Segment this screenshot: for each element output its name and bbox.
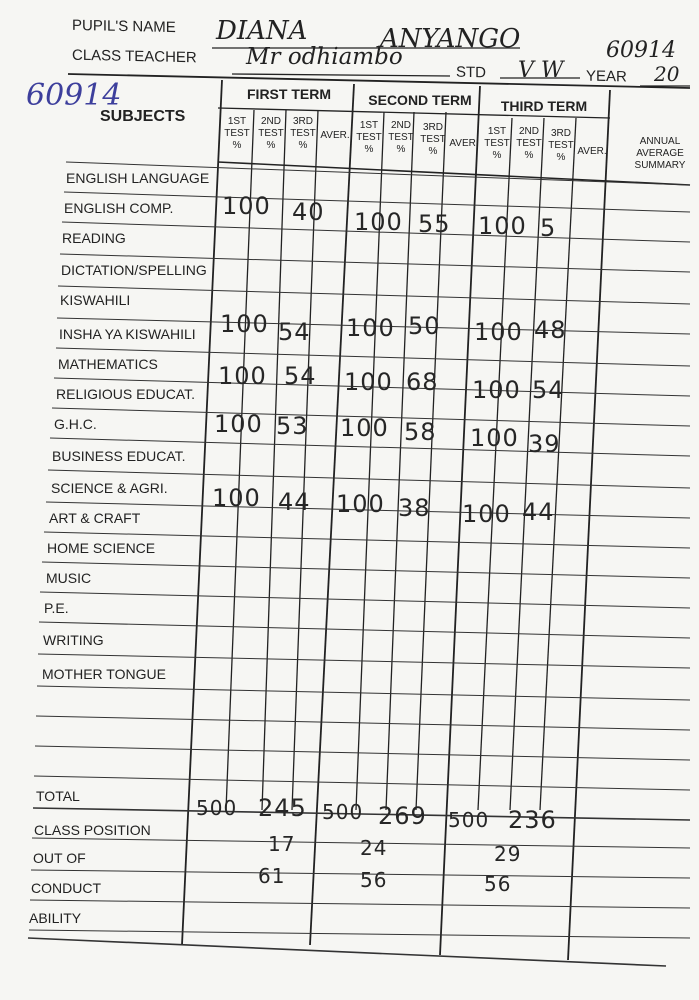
score-maths-t2-test3: 68 bbox=[406, 368, 439, 396]
pupil-last-name: ANYANGO bbox=[380, 24, 521, 54]
score-insha-t3-test2: 48 bbox=[534, 316, 567, 344]
subject-row: KISWAHILI bbox=[60, 292, 131, 308]
subject-row: SCIENCE & AGRI. bbox=[51, 480, 168, 496]
score-english-comp-t1-test3: 40 bbox=[292, 198, 325, 226]
year-value: 20 bbox=[654, 62, 680, 86]
score-religious-t3-test2: 39 bbox=[528, 430, 561, 458]
score-maths-t1-test3: 54 bbox=[284, 362, 317, 390]
score-maths-t2-test1: 100 bbox=[344, 368, 393, 396]
score-insha-t1-test3: 54 bbox=[278, 318, 311, 346]
total-t2-max: 500 bbox=[322, 800, 364, 824]
score-english-comp-t3-test1: 100 bbox=[478, 212, 527, 240]
subject-row: READING bbox=[62, 230, 126, 246]
pupil-name-label: PUPIL'S NAME bbox=[72, 16, 176, 37]
subject-row: MUSIC bbox=[46, 570, 92, 586]
t3-test1-header: 1ST TEST % bbox=[484, 126, 510, 161]
out-of-t3: 56 bbox=[484, 872, 512, 896]
score-maths-t3-test2: 54 bbox=[532, 376, 565, 404]
score-maths-t3-test1: 100 bbox=[472, 376, 521, 404]
subject-row: P.E. bbox=[44, 600, 69, 616]
year-label: YEAR bbox=[586, 67, 627, 86]
out-of-label: OUT OF bbox=[33, 850, 86, 866]
score-religious-t1-test3: 53 bbox=[276, 412, 309, 440]
t1-test1-header: 1ST TEST % bbox=[224, 116, 250, 151]
score-insha-t3-test1: 100 bbox=[474, 318, 523, 346]
score-science-t2-test3: 38 bbox=[398, 494, 431, 522]
score-science-t2-test1: 100 bbox=[336, 490, 385, 518]
subject-row: ART & CRAFT bbox=[49, 510, 141, 526]
score-english-comp-t2-test3: 55 bbox=[418, 210, 451, 238]
t2-test2-header: 2ND TEST % bbox=[388, 120, 414, 155]
score-english-comp-t2-test1: 100 bbox=[354, 208, 403, 236]
subject-row: HOME SCIENCE bbox=[47, 540, 156, 556]
score-maths-t1-test1: 100 bbox=[218, 362, 267, 390]
class-teacher-label: CLASS TEACHER bbox=[72, 46, 197, 67]
t2-aver-header: AVER. bbox=[449, 138, 479, 149]
t1-test2-header: 2ND TEST % bbox=[258, 116, 284, 151]
subject-row: G.H.C. bbox=[54, 416, 97, 432]
out-of-t2: 56 bbox=[360, 868, 388, 892]
third-term-heading: THIRD TERM bbox=[500, 98, 588, 114]
t3-test3-header: 3RD TEST % bbox=[548, 128, 574, 163]
subject-row: ENGLISH COMP. bbox=[64, 200, 174, 216]
out-of-t1: 61 bbox=[258, 864, 286, 888]
first-term-heading: FIRST TERM bbox=[247, 86, 331, 102]
subject-row: MOTHER TONGUE bbox=[42, 666, 166, 682]
total-t1-max: 500 bbox=[196, 796, 238, 820]
subject-row: WRITING bbox=[43, 632, 104, 648]
std-label: STD bbox=[456, 63, 486, 82]
subject-row: MATHEMATICS bbox=[58, 356, 158, 372]
score-religious-t2-test1: 100 bbox=[340, 414, 389, 442]
conduct-label: CONDUCT bbox=[31, 880, 101, 896]
std-value: V W bbox=[518, 58, 564, 83]
score-english-comp-t3-test2: 5 bbox=[540, 214, 557, 242]
subject-row: DICTATION/SPELLING bbox=[61, 262, 207, 278]
t1-test3-header: 3RD TEST % bbox=[290, 116, 316, 151]
subjects-heading: SUBJECTS bbox=[100, 108, 186, 125]
total-t2-score: 269 bbox=[378, 802, 427, 830]
score-insha-t2-test3: 50 bbox=[408, 312, 441, 340]
score-insha-t1-test1: 100 bbox=[220, 310, 269, 338]
t2-test3-header: 3RD TEST % bbox=[420, 122, 446, 157]
subject-row: INSHA YA KISWAHILI bbox=[59, 326, 196, 342]
class-teacher-value: Mr odhiambo bbox=[246, 44, 403, 70]
t1-aver-header: AVER. bbox=[320, 130, 350, 141]
class-position-label: CLASS POSITION bbox=[34, 822, 151, 838]
pupil-first-name: DIANA bbox=[216, 16, 308, 46]
subject-row: RELIGIOUS EDUCAT. bbox=[56, 386, 195, 402]
class-position-t3: 29 bbox=[494, 842, 522, 866]
subject-row: BUSINESS EDUCAT. bbox=[52, 448, 186, 464]
class-position-t2: 24 bbox=[360, 836, 388, 860]
total-t3-max: 500 bbox=[448, 808, 490, 832]
subject-row: ENGLISH LANGUAGE bbox=[66, 170, 210, 186]
t3-aver-header: AVER. bbox=[577, 146, 607, 157]
ability-label: ABILITY bbox=[29, 910, 82, 926]
score-insha-t2-test1: 100 bbox=[346, 314, 395, 342]
annual-average-header: ANNUAL AVERAGE SUMMARY bbox=[634, 136, 686, 171]
score-religious-t3-test1: 100 bbox=[470, 424, 519, 452]
total-t1-score: 245 bbox=[258, 794, 307, 822]
score-science-t3-test2: 44 bbox=[522, 498, 555, 526]
score-religious-t1-test1: 100 bbox=[214, 410, 263, 438]
class-position-t1: 17 bbox=[268, 832, 296, 856]
total-label: TOTAL bbox=[36, 788, 80, 804]
second-term-heading: SECOND TERM bbox=[368, 92, 472, 108]
score-english-comp-t1-test1: 100 bbox=[222, 192, 271, 220]
score-science-t3-test1: 100 bbox=[462, 500, 511, 528]
pupil-number: 60914 bbox=[606, 38, 676, 63]
t3-test2-header: 2ND TEST % bbox=[516, 126, 542, 161]
margin-number: 60914 bbox=[26, 78, 122, 113]
score-religious-t2-test3: 58 bbox=[404, 418, 437, 446]
t2-test1-header: 1ST TEST % bbox=[356, 120, 382, 155]
total-t3-score: 236 bbox=[508, 806, 557, 834]
score-science-t1-test3: 44 bbox=[278, 488, 311, 516]
score-science-t1-test1: 100 bbox=[212, 484, 261, 512]
